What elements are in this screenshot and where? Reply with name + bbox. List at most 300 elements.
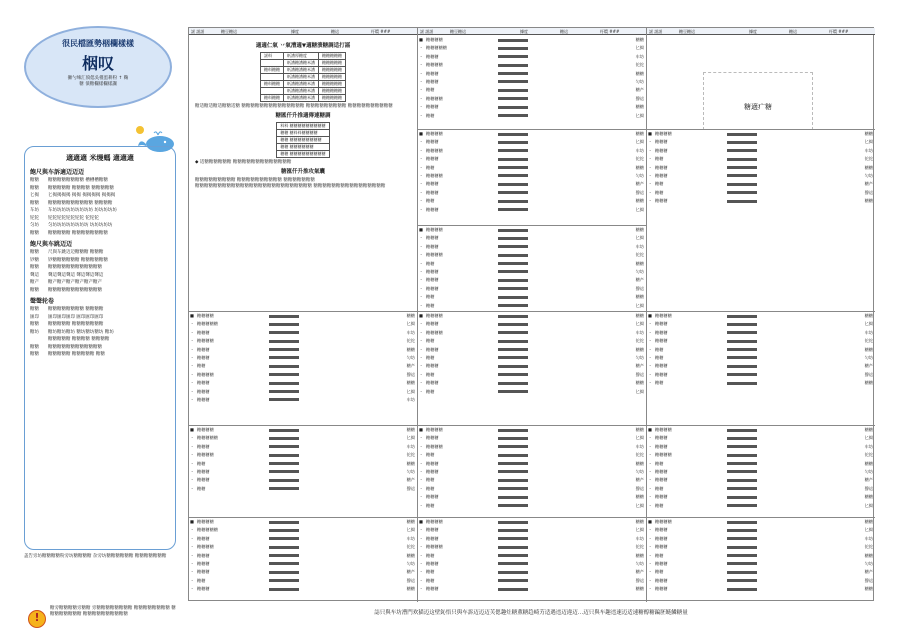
row-detail — [727, 552, 783, 560]
row-marker: ・ — [190, 363, 195, 369]
row-category: 糖糖 — [864, 313, 873, 318]
row-marker: ・ — [190, 535, 195, 541]
schedule-panel — [418, 36, 646, 130]
row-marker: ・ — [648, 494, 653, 500]
row-marker: ■ — [648, 519, 652, 524]
row-category: 糖产 — [635, 181, 644, 187]
row-marker: ・ — [419, 502, 424, 508]
table-row — [189, 388, 417, 396]
row-category: 匕揭 — [635, 45, 644, 51]
row-detail — [269, 379, 325, 387]
row-detail — [498, 251, 554, 259]
table-row — [418, 44, 646, 52]
table-row — [418, 36, 646, 44]
row-marker: ・ — [419, 70, 424, 76]
row-label: 糖糖糖 — [426, 156, 439, 162]
table-row — [647, 585, 875, 593]
row-marker: ・ — [419, 363, 424, 369]
table-row — [418, 61, 646, 69]
table-row — [647, 502, 875, 510]
row-marker: ・ — [419, 388, 424, 394]
row-marker: ・ — [419, 62, 424, 68]
row-label: 糖糖糖 — [197, 380, 210, 386]
row-label: 糖糖糖 — [426, 527, 439, 533]
row-category: 车坊 — [635, 443, 644, 449]
schedule-panel — [647, 426, 875, 518]
row-detail — [498, 226, 554, 234]
row-detail — [498, 320, 554, 328]
list-item: 糖糖 糖糖糖糖糖 糖糖糖糖 糖糖糖糖糖 — [30, 185, 114, 191]
table-row — [418, 53, 646, 61]
row-label: 糖糖 — [655, 460, 664, 466]
table-row — [647, 346, 875, 354]
row-category: 匀坊 — [406, 468, 415, 474]
row-category: 匕揭 — [864, 502, 873, 508]
row-category: 匀坊 — [864, 468, 873, 474]
row-category: 铊铊 — [635, 338, 644, 344]
row-label: 糖糖糖 — [655, 494, 668, 500]
row-label: 糖糖糖糖 — [426, 147, 443, 153]
row-category: 车坊 — [406, 329, 415, 335]
article-title: 適適仁氣 丷氣漕適▼適糖溃糖調适打謡 — [255, 43, 351, 49]
table-row — [418, 371, 646, 379]
row-category: 聲這 — [635, 95, 644, 101]
row-label: 糖糖糖 — [426, 560, 439, 566]
schedule-panel — [418, 518, 646, 602]
row-label: 糖糖糖糖 — [426, 313, 443, 318]
row-detail — [727, 526, 783, 534]
row-marker: ・ — [648, 435, 653, 441]
row-detail — [498, 86, 554, 94]
schedule-panel — [418, 226, 646, 312]
row-detail — [498, 560, 554, 568]
row-category: 匕揭 — [635, 235, 644, 241]
title-line-3: 攋勺塖汇偾偲吳槿蛋耕粉 ↑ 鞠 — [67, 76, 129, 81]
row-detail — [269, 346, 325, 354]
row-marker: ・ — [419, 346, 424, 352]
row-detail — [727, 147, 783, 155]
table-row — [189, 577, 417, 585]
row-category: 糖产 — [406, 569, 415, 575]
row-category: 匀坊 — [635, 468, 644, 474]
article-subtitle-2: 糖匯仟升推攻氣囊 — [280, 169, 325, 175]
row-category: 糖产 — [635, 569, 644, 575]
row-category: 糖糖 — [864, 586, 873, 592]
row-detail — [498, 234, 554, 242]
row-marker: ■ — [648, 427, 652, 432]
row-detail — [727, 485, 783, 493]
row-detail — [727, 138, 783, 146]
row-marker: ・ — [648, 502, 653, 508]
row-marker: ・ — [648, 363, 653, 369]
row-detail — [498, 518, 554, 526]
row-marker: ・ — [190, 468, 195, 474]
list-item: 糖坊 糖坊糖坊糖坊 糖坊糖坊糖坊 糖坊 — [30, 329, 114, 335]
row-marker: ■ — [419, 37, 423, 42]
row-label: 糖糖 — [426, 260, 435, 266]
row-marker: ・ — [648, 321, 653, 327]
title-line-4: 糖 偾糖欄樣欄樣讕 — [79, 82, 117, 87]
article — [189, 36, 417, 194]
row-marker: ■ — [648, 131, 652, 136]
table-row — [418, 95, 646, 103]
table-row — [647, 426, 875, 434]
row-detail — [498, 535, 554, 543]
table-row — [647, 443, 875, 451]
row-marker: ・ — [190, 346, 195, 352]
schedule-panel — [189, 518, 417, 602]
row-detail — [269, 434, 325, 442]
row-label: 糖糖 — [426, 198, 435, 204]
row-detail — [498, 180, 554, 188]
row-label: 糖糖糖 — [655, 329, 668, 335]
table-row — [418, 86, 646, 94]
row-detail — [498, 155, 554, 163]
row-detail — [498, 197, 554, 205]
row-label: 糖糖糖糖 — [655, 452, 672, 458]
row-label: 糖糖糖 — [655, 321, 668, 327]
row-category: 糖糖 — [864, 164, 873, 170]
row-label: 糖糖 — [426, 502, 435, 508]
table-row — [189, 560, 417, 568]
list-item: 匕揭 匕揭揭揭揭 揭揭 揭揭揭揭 揭揭揭 — [30, 193, 116, 198]
row-label: 糖糖 — [426, 112, 435, 118]
row-label: 糖糖糖 — [426, 380, 439, 386]
row-label: 糖糖糖 — [426, 468, 439, 474]
row-detail — [498, 302, 554, 310]
table-row — [647, 172, 875, 180]
row-marker: ■ — [419, 519, 423, 524]
table-row — [647, 312, 875, 320]
row-detail — [269, 552, 325, 560]
list-item: 钞糖 钞糖糖糖糖糖糖 糖糖糖糖糖糖 — [30, 257, 108, 263]
row-category: 糖糖 — [635, 294, 644, 300]
row-category: 车坊 — [635, 243, 644, 249]
table-row — [647, 379, 875, 387]
schedule-panel — [647, 312, 875, 426]
row-category: 车坊 — [635, 535, 644, 541]
row-label: 糖糖 — [655, 354, 664, 360]
row-marker: ・ — [419, 189, 424, 195]
table-row — [647, 329, 875, 337]
row-marker: ・ — [190, 586, 195, 592]
table-row — [418, 112, 646, 120]
row-marker: ・ — [648, 181, 653, 187]
row-label: 糖糖糖 — [426, 78, 439, 84]
row-detail — [498, 329, 554, 337]
title-line-1: 很民檔匯勢栶欄樣樣 — [62, 39, 134, 48]
row-detail — [498, 568, 554, 576]
row-marker: ・ — [648, 460, 653, 466]
row-category: 匕揭 — [635, 112, 644, 118]
list-item: 糖产 糖产糖产糖产糖产糖产糖产 — [30, 280, 102, 285]
row-label: 糖糖糖糖 — [426, 427, 443, 432]
row-detail — [498, 130, 554, 138]
row-marker: ・ — [648, 452, 653, 458]
row-marker: ・ — [419, 477, 424, 483]
table-row — [418, 285, 646, 293]
list-item: 铊铊 铊铊铊铊铊铊铊铊 铊铊铊 — [30, 215, 99, 221]
row-category: 铊铊 — [864, 338, 873, 344]
row-marker: ・ — [190, 577, 195, 583]
row-marker: ・ — [648, 164, 653, 170]
table-row — [647, 493, 875, 501]
table-row — [189, 362, 417, 370]
row-category: 聲這 — [864, 371, 873, 377]
table-row — [189, 543, 417, 551]
row-marker: ・ — [190, 396, 195, 402]
table-row — [418, 312, 646, 320]
row-detail — [269, 362, 325, 370]
row-label: 糖糖 — [426, 338, 435, 344]
row-marker: ・ — [419, 371, 424, 377]
row-label: 糖糖糖糖 — [655, 313, 672, 318]
row-detail — [498, 426, 554, 434]
list-item: 糖糖糖糖糖 糖糖糖糖 糖糖糖糖 — [48, 337, 110, 342]
row-label: 糖糖糖糖 — [197, 452, 214, 458]
row-detail — [269, 560, 325, 568]
list-item: 聲這 聲這聲這聲這 聲這聲這聲這 — [30, 272, 104, 278]
row-marker: ・ — [419, 198, 424, 204]
row-marker: ・ — [190, 388, 195, 394]
table-row — [418, 535, 646, 543]
row-category: 糖产 — [406, 477, 415, 483]
row-detail — [727, 543, 783, 551]
row-marker: ・ — [648, 139, 653, 145]
row-category: 匕揭 — [864, 321, 873, 327]
row-category: 糖糖 — [864, 131, 873, 136]
row-label: 糖糖糖 — [426, 277, 439, 283]
row-label: 糖糖 — [426, 477, 435, 483]
row-category: 糖糖 — [635, 104, 644, 110]
row-label: 糖糖糖 — [655, 147, 668, 153]
table-row — [647, 354, 875, 362]
row-detail — [498, 112, 554, 120]
row-category: 匕揭 — [635, 139, 644, 145]
row-category: 车坊 — [406, 535, 415, 541]
row-detail — [498, 577, 554, 585]
table-row — [418, 260, 646, 268]
row-marker: ・ — [419, 552, 424, 558]
row-category: 匀坊 — [406, 560, 415, 566]
row-label: 糖糖糖 — [655, 560, 668, 566]
row-label: 糖糖糖 — [426, 139, 439, 145]
row-marker: ■ — [190, 519, 194, 524]
row-label: 糖糖糖糖 — [655, 131, 672, 136]
row-label: 糖糖糖糖 — [426, 131, 443, 136]
row-detail — [498, 346, 554, 354]
schedule-panel — [189, 312, 417, 426]
row-label: 糖糖糖 — [655, 435, 668, 441]
row-category: 糖产 — [406, 363, 415, 369]
row-marker: ・ — [419, 260, 424, 266]
grid-column-3 — [647, 28, 875, 602]
row-label: 糖糖糖 — [655, 139, 668, 145]
row-detail — [498, 70, 554, 78]
row-detail — [727, 155, 783, 163]
row-marker: ・ — [648, 586, 653, 592]
row-detail — [498, 172, 554, 180]
row-marker: ・ — [648, 198, 653, 204]
row-label: 糖糖糖糖 — [426, 443, 443, 449]
table-row — [189, 585, 417, 593]
row-label: 糖糖糖 — [426, 268, 439, 274]
table-row — [189, 396, 417, 404]
warning-icon: ! — [28, 610, 46, 628]
row-label: 糖糖糖 — [655, 371, 668, 377]
table-row — [418, 320, 646, 328]
row-detail — [727, 337, 783, 345]
row-label: 糖糖 — [426, 485, 435, 491]
table-row — [418, 197, 646, 205]
row-marker: ・ — [419, 586, 424, 592]
row-detail — [727, 164, 783, 172]
row-detail — [498, 138, 554, 146]
row-category: 聲這 — [406, 485, 415, 491]
row-detail — [727, 585, 783, 593]
table-row — [647, 476, 875, 484]
table-row — [189, 320, 417, 328]
schedule-panel — [418, 130, 646, 226]
schedule-grid — [188, 27, 874, 601]
row-marker: ・ — [648, 560, 653, 566]
table-row — [418, 354, 646, 362]
row-marker: ・ — [419, 252, 424, 258]
row-category: 糖糖 — [864, 552, 873, 558]
row-marker: ・ — [648, 354, 653, 360]
schedule-panel — [418, 312, 646, 426]
row-detail — [727, 460, 783, 468]
column-header: 謡 謡謡 糖豆糖這 據度 糖這 纡缳 ### — [189, 28, 417, 35]
row-category: 糖产 — [864, 181, 873, 187]
row-detail — [498, 103, 554, 111]
row-marker: ・ — [190, 452, 195, 458]
table-row — [418, 388, 646, 396]
row-category: 糖糖 — [864, 519, 873, 524]
row-category: 糖糖 — [864, 346, 873, 352]
row-category: 匕揭 — [635, 502, 644, 508]
row-detail — [269, 329, 325, 337]
row-marker: ■ — [419, 427, 423, 432]
row-label: 糖糖糖糖 — [426, 519, 443, 524]
row-marker: ・ — [419, 268, 424, 274]
row-detail — [727, 354, 783, 362]
row-category: 匀坊 — [635, 268, 644, 274]
row-label: 糖糖糖糖糖 — [197, 435, 218, 441]
row-detail — [498, 276, 554, 284]
row-label: 糖糖 — [655, 485, 664, 491]
row-label: 糖糖糖 — [426, 70, 439, 76]
table-row — [647, 535, 875, 543]
row-marker: ・ — [648, 147, 653, 153]
row-detail — [727, 346, 783, 354]
row-category: 糖糖 — [635, 227, 644, 232]
row-label: 糖糖 — [197, 363, 206, 369]
row-label: 糖糖糖 — [655, 544, 668, 550]
table-row — [418, 443, 646, 451]
list-item: 糖糖 糖糖糖糖糖糖糖糖糖糖糖糖 — [30, 344, 102, 350]
warning-text: 糖旁糖糖糖糖旁糖糖 旁糖糖糖糖糖糖糖糖 糖糖糖糖糖糖糖糖 糖糖糖糖糖糖糖糖 糖糖糖糖糖糖糖糖糖糖 — [50, 606, 176, 617]
row-category: 糖糖 — [635, 552, 644, 558]
row-marker: ■ — [648, 313, 652, 318]
row-category: 铊铊 — [635, 156, 644, 162]
row-marker: ・ — [190, 552, 195, 558]
table-row — [647, 337, 875, 345]
row-marker: ・ — [419, 104, 424, 110]
row-label: 糖糖糖 — [197, 396, 210, 402]
row-label: 糖糖糖糖 — [426, 544, 443, 550]
row-detail — [269, 468, 325, 476]
table-row — [647, 130, 875, 138]
row-category: 匕揭 — [864, 527, 873, 533]
row-marker: ・ — [419, 147, 424, 153]
table-row — [418, 460, 646, 468]
row-category: 糖糖 — [635, 346, 644, 352]
row-label: 糖糖糖糖 — [655, 519, 672, 524]
row-marker: ・ — [190, 460, 195, 466]
row-label: 糖糖糖 — [197, 552, 210, 558]
row-category: 糖糖 — [406, 346, 415, 352]
row-detail — [269, 577, 325, 585]
row-marker: ・ — [419, 164, 424, 170]
table-row — [418, 434, 646, 442]
row-detail — [269, 476, 325, 484]
row-category: 聲這 — [406, 577, 415, 583]
row-marker: ・ — [419, 181, 424, 187]
row-category: 车坊 — [406, 396, 415, 402]
table-row — [418, 103, 646, 111]
row-detail — [269, 543, 325, 551]
row-category: 车坊 — [864, 329, 873, 335]
row-marker: ・ — [648, 371, 653, 377]
table-row — [647, 560, 875, 568]
row-marker: ・ — [190, 435, 195, 441]
row-detail — [498, 552, 554, 560]
table-row — [418, 78, 646, 86]
row-detail — [727, 189, 783, 197]
row-category: 糖糖 — [635, 460, 644, 466]
row-label: 糖糖糖糖 — [197, 544, 214, 550]
row-detail — [727, 476, 783, 484]
row-marker: ・ — [419, 577, 424, 583]
row-label: 糖糖糖 — [426, 104, 439, 110]
row-category: 铊铊 — [635, 62, 644, 68]
row-category: 糖糖 — [406, 313, 415, 318]
row-marker: ・ — [419, 338, 424, 344]
row-category: 聲這 — [406, 371, 415, 377]
row-detail — [727, 451, 783, 459]
row-category: 铊铊 — [864, 156, 873, 162]
row-marker: ・ — [419, 560, 424, 566]
table-row — [189, 426, 417, 434]
row-marker: ・ — [648, 172, 653, 178]
table-row — [418, 206, 646, 214]
row-category: 糖糖 — [406, 460, 415, 466]
bullet-note: ◆ 适糖糖糖糖糖糖 糖糖糖糖糖糖糖糖糖糖糖糖糖 — [195, 160, 292, 165]
table-row — [418, 518, 646, 526]
row-label: 糖糖糖糖糖 — [426, 45, 447, 51]
row-category: 匕揭 — [635, 206, 644, 212]
column-header: 謡 謡謡 糖豆糖這 據度 糖這 纡缳 ### — [418, 28, 646, 35]
row-label: 糖糖 — [426, 371, 435, 377]
row-detail — [498, 293, 554, 301]
row-label: 糖糖糖 — [426, 494, 439, 500]
row-label: 糖糖糖 — [197, 388, 210, 394]
row-marker: ・ — [648, 569, 653, 575]
table-row — [189, 354, 417, 362]
row-detail — [498, 243, 554, 251]
row-detail — [498, 434, 554, 442]
